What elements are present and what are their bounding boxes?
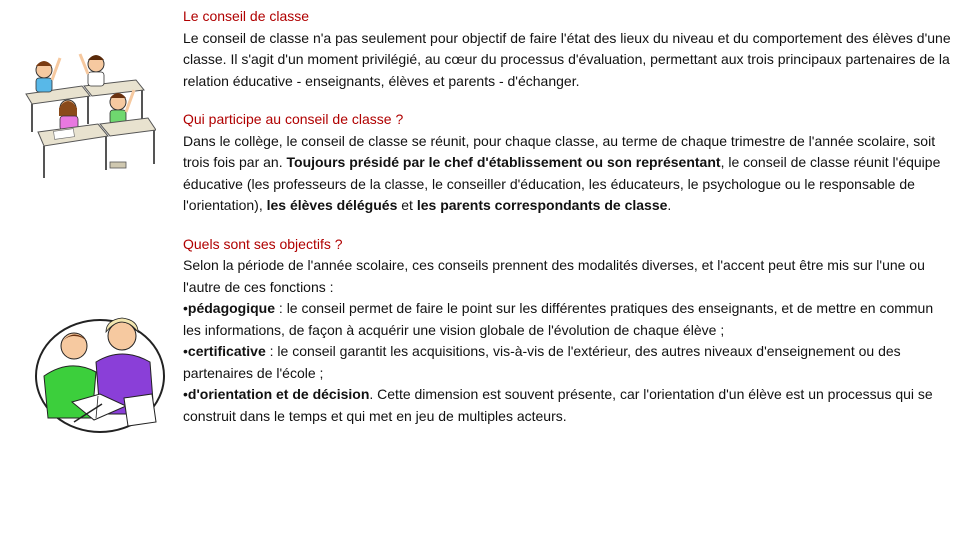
section-intro: Selon la période de l'année scolaire, ces conseils prennent des modalités diverses, et l'accent peut être mis sur l'une ou l'autre de ces fonctions : <box>183 257 925 295</box>
section-body: Le conseil de classe n'a pas seulement pour objectif de faire l'état des lieux du niveau et du comportement des élèves d'une classe. Il s'agit d'un moment privilégié, au cœur du processus d'évaluation, permettant aux trois principaux partenaires de la relation éducative - enseignants, élèves et parents - d'échanger. <box>183 29 951 89</box>
bullet-item <box>183 384 953 427</box>
body-text: , le conseil de classe réunit l'équipe éducative (les professeurs de la classe, le conseiller d'éducation, les éducateurs, le psychologue ou le responsable de l'orientation), <box>183 154 941 213</box>
section-conseil-de-classe <box>183 6 953 92</box>
bullet-term: pédagogique <box>187 300 276 316</box>
classroom-pupils-illustration <box>24 50 156 180</box>
student-teacher-illustration <box>34 306 166 436</box>
bullet-text: . Cette dimension est souvent présente, car l'orientation d'un élève est un processus qui se construit dans le temps et qui met en jeu de multiples acteurs. <box>183 386 933 424</box>
bullet-text: : le conseil permet de faire le point sur les différentes pratiques des enseignants, et de mettre en commun les informations, de façon à acquérir une vision globale de l'évolution de chaque élève ; <box>183 300 934 338</box>
section-body <box>183 131 953 217</box>
bullet-marker: • <box>183 386 188 402</box>
body-bold-text: Toujours présidé par le chef d'établissement ou son représentant <box>286 154 721 170</box>
body-text: . <box>667 197 672 213</box>
bullet-item <box>183 298 953 341</box>
section-heading: Qui participe au conseil de classe ? <box>183 111 404 127</box>
bullet-marker: • <box>183 300 188 316</box>
body-bold-text: les élèves délégués <box>266 197 398 213</box>
section-objectifs <box>183 234 953 428</box>
bullet-term: d'orientation et de décision <box>187 386 370 402</box>
body-text: Dans le collège, le conseil de classe se réunit, pour chaque classe, au terme de chaque trimestre de l'année scolaire, soit trois fois par an. <box>183 132 936 170</box>
body-bold-text: les parents correspondants de classe <box>416 197 668 213</box>
bullet-marker: • <box>183 343 188 359</box>
section-heading: Le conseil de classe <box>183 8 310 24</box>
section-participants <box>183 109 953 217</box>
bullet-term: certificative <box>187 343 266 359</box>
body-text: et <box>397 197 417 213</box>
text-column <box>183 6 953 427</box>
bullet-item <box>183 341 953 384</box>
bullet-text: : le conseil garantit les acquisitions, vis-à-vis de l'extérieur, des autres niveaux d'enseignement ou des partenaires de l'école ; <box>183 343 901 381</box>
section-heading: Quels sont ses objectifs ? <box>183 235 343 252</box>
